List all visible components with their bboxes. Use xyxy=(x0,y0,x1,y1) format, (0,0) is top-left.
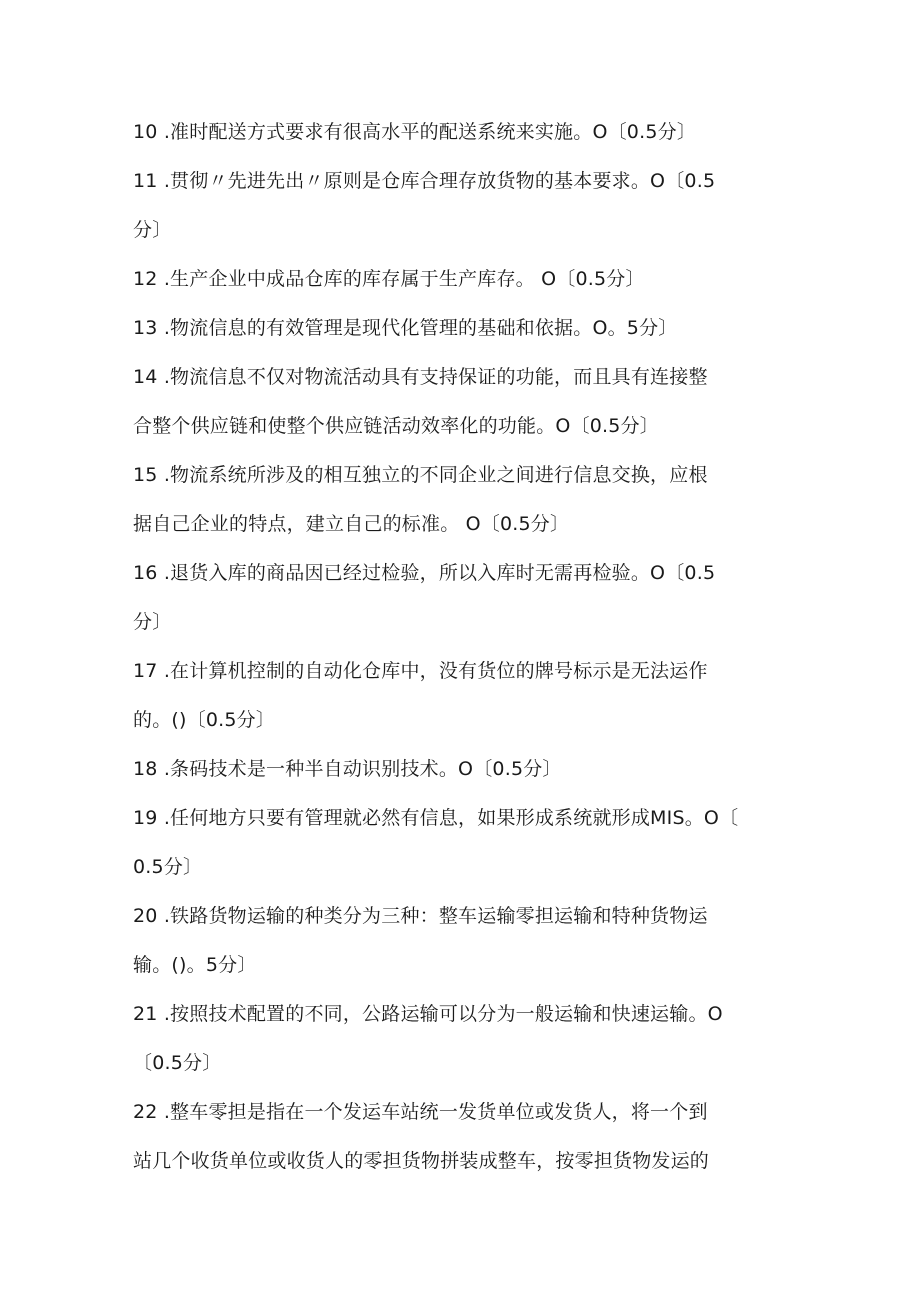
text-line: 13 .物流信息的有效管理是现代化管理的基础和依据。O。5分〕 xyxy=(133,317,678,339)
text-line: 据自己企业的特点，建立自己的标准。 O〔0.5分〕 xyxy=(133,513,570,535)
document-body xyxy=(133,112,793,1190)
text-line: 0.5分〕 xyxy=(133,856,203,878)
text-line: 的。()〔0.5分〕 xyxy=(133,709,276,731)
text-line: 11 .贯彻〃先进先出〃原则是仓库合理存放货物的基本要求。O〔0.5 xyxy=(133,170,716,192)
text-line: 18 .条码技术是一种半自动识别技术。O〔0.5分〕 xyxy=(133,758,562,780)
text-line: 10 .准时配送方式要求有很高水平的配送系统来实施。O〔0.5分〕 xyxy=(133,121,697,143)
text-line: 14 .物流信息不仅对物流活动具有支持保证的功能，而且具有连接整 xyxy=(133,366,708,388)
text-line: 输。()。5分〕 xyxy=(133,954,257,976)
text-line: 16 .退货入库的商品因已经过检验，所以入库时无需再检验。O〔0.5 xyxy=(133,562,716,584)
text-line: 站几个收货单位或收货人的零担货物拼装成整车，按零担货物发运的 xyxy=(133,1150,710,1172)
text-line: 20 .铁路货物运输的种类分为三种：整车运输零担运输和特种货物运 xyxy=(133,905,708,927)
text-line: 12 .生产企业中成品仓库的库存属于生产库存。 O〔0.5分〕 xyxy=(133,268,645,290)
text-line: 19 .任何地方只要有管理就必然有信息，如果形成系统就形成MIS。O〔 xyxy=(133,807,739,829)
text-line: 分〕 xyxy=(133,219,172,241)
text-line: 21 .按照技术配置的不同，公路运输可以分为一般运输和快速运输。O xyxy=(133,1003,723,1025)
text-line: 15 .物流系统所涉及的相互独立的不同企业之间进行信息交换，应根 xyxy=(133,464,708,486)
text-line: 合整个供应链和使整个供应链活动效率化的功能。O〔0.5分〕 xyxy=(133,415,659,437)
text-line: 22 .整车零担是指在一个发运车站统一发货单位或发货人，将一个到 xyxy=(133,1101,708,1123)
text-line: 17 .在计算机控制的自动化仓库中，没有货位的牌号标示是无法运作 xyxy=(133,660,708,682)
text-line: 分〕 xyxy=(133,611,172,633)
text-line: 〔0.5分〕 xyxy=(133,1052,222,1074)
